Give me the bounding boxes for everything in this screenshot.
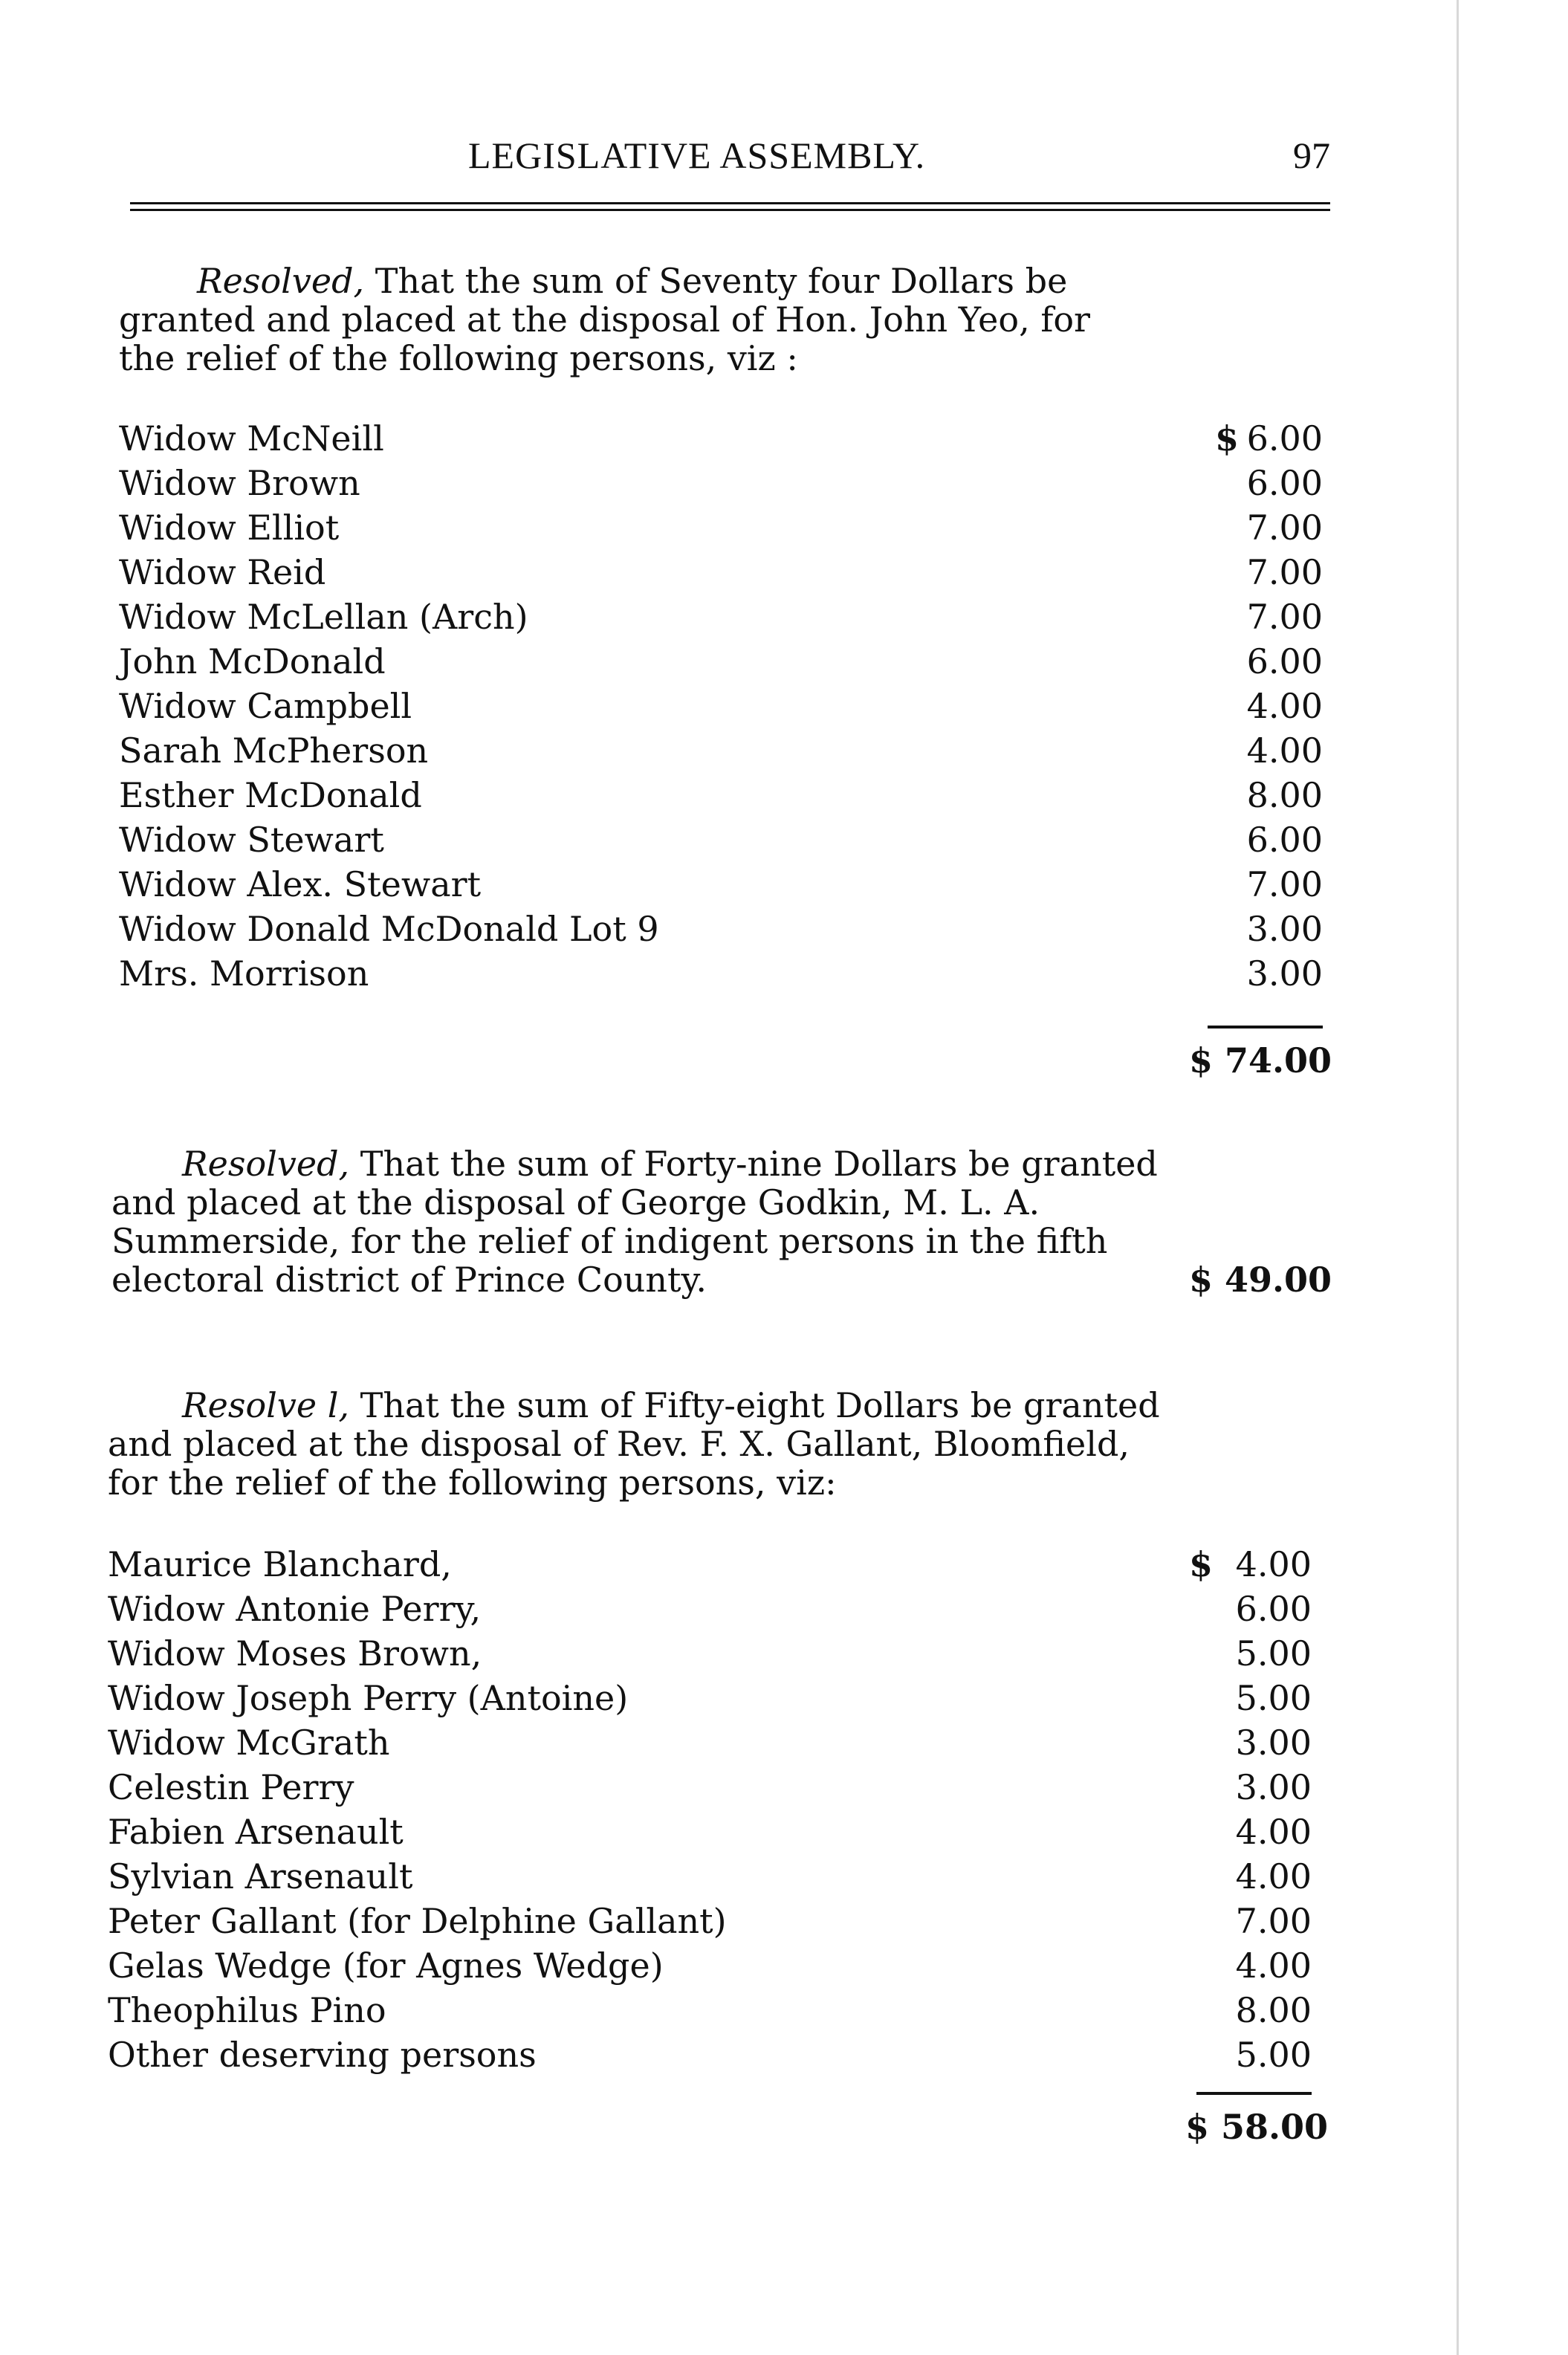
recipient-name: Widow Reid [119,552,326,592]
recipient-name: Widow Brown [119,463,360,503]
list-item [108,2035,1312,2079]
sum-rule [1196,2092,1312,2095]
list-item [119,552,1323,597]
recipient-name: Widow Alex. Stewart [119,864,482,904]
amount: 5.00 [1235,1633,1312,1674]
amount: 6.00 [1246,463,1323,503]
amount: 5.00 [1235,1678,1312,1718]
list-item [119,775,1323,820]
recipient-name: Widow Moses Brown, [108,1633,482,1674]
list-item [119,953,1323,998]
recipient-name: Maurice Blanchard, [108,1544,452,1584]
amount: 8.00 [1235,1990,1312,2030]
amount: 6.00 [1246,418,1323,459]
recipient-name: Widow Campbell [119,686,412,726]
list-item [108,1544,1312,1589]
dollar-sign: $ [1189,1544,1214,1584]
list-item [108,1723,1312,1767]
list-item [119,864,1323,909]
amount: 6.00 [1246,820,1323,860]
recipient-name: Fabien Arsenault [108,1812,404,1852]
section-2-total: $ 49.00 [1189,1260,1332,1300]
resolution-3-line: for the relief of the following persons, viz: [108,1462,837,1503]
amount: 4.00 [1235,1856,1312,1896]
amount: 3.00 [1235,1767,1312,1807]
page-title: LEGISLATIVE ASSEMBLY. [468,135,926,176]
recipient-name: Sarah McPherson [119,731,429,771]
recipient-name: Other deserving persons [108,2035,537,2075]
recipient-name: Gelas Wedge (for Agnes Wedge) [108,1946,664,1986]
list-item [108,1812,1312,1856]
recipient-name: Widow Elliot [119,508,340,548]
recipient-name: Widow McLellan (Arch) [119,597,528,637]
header-rule [130,202,1330,211]
list-item [119,686,1323,731]
page-edge-divider [1457,0,1459,2355]
resolution-2-text [111,1144,1182,1299]
amount: 4.00 [1235,1946,1312,1986]
recipient-name: John McDonald [119,641,386,681]
resolution-2-line: Summerside, for the relief of indigent persons in the fifth [111,1221,1108,1261]
amount: 3.00 [1235,1723,1312,1763]
list-item [119,641,1323,686]
recipient-name: Theophilus Pino [108,1990,386,2030]
recipient-name: Mrs. Morrison [119,953,369,994]
resolution-3-line: and placed at the disposal of Rev. F. X. Gallant, Bloomfield, [108,1424,1130,1464]
recipient-name: Celestin Perry [108,1767,354,1807]
list-item [119,597,1323,641]
list-item [108,1678,1312,1723]
amount: 4.00 [1246,686,1323,726]
resolved-lead: Resolved, [197,261,365,301]
sum-rule [1208,1026,1323,1029]
list-item [108,1633,1312,1678]
amount: 4.00 [1246,731,1323,771]
amount: 8.00 [1246,775,1323,815]
list-item [108,1990,1312,2035]
recipient-name: Widow McNeill [119,418,384,459]
amount: 7.00 [1235,1901,1312,1941]
page-number: 97 [1293,135,1330,176]
amount: 4.00 [1235,1544,1312,1584]
amount: 6.00 [1235,1589,1312,1629]
list-item [108,1767,1312,1812]
list-item [119,909,1323,953]
amount: 4.00 [1235,1812,1312,1852]
recipient-name: Sylvian Arsenault [108,1856,413,1896]
recipient-name: Widow Joseph Perry (Antoine) [108,1678,629,1718]
resolved-lead: Resolved, [182,1144,350,1184]
resolution-1-line: That the sum of Seventy four Dollars be [364,261,1068,301]
resolution-3-text [108,1386,1178,1502]
resolution-3-line: That the sum of Fifty-eight Dollars be granted [349,1385,1160,1425]
amount: 7.00 [1246,552,1323,592]
resolution-1-line: granted and placed at the disposal of Hon. John Yeo, for [119,299,1091,340]
amount: 6.00 [1246,641,1323,681]
resolution-1-line: the relief of the following persons, viz : [119,338,798,378]
recipient-name: Widow Antonie Perry, [108,1589,482,1629]
amount: 7.00 [1246,508,1323,548]
list-item [119,418,1323,463]
list-item [108,1901,1312,1946]
recipient-name: Peter Gallant (for Delphine Gallant) [108,1901,727,1941]
list-item [119,508,1323,552]
amount: 7.00 [1246,864,1323,904]
amount: 3.00 [1246,953,1323,994]
resolution-2-line: That the sum of Forty-nine Dollars be granted [349,1144,1158,1184]
recipient-name: Widow Stewart [119,820,384,860]
resolved-lead: Resolve l, [182,1385,350,1425]
list-item [119,731,1323,775]
list-item [119,820,1323,864]
list-item [119,463,1323,508]
recipient-name: Esther McDonald [119,775,422,815]
section-1-total: $ 74.00 [1189,1040,1332,1081]
dollar-sign: $ [1215,418,1240,459]
list-item [108,1856,1312,1901]
resolution-2-line: electoral district of Prince County. [111,1260,707,1300]
amount: 3.00 [1246,909,1323,949]
amount: 5.00 [1235,2035,1312,2075]
recipient-name: Widow McGrath [108,1723,390,1763]
page-header [468,134,1330,193]
section-3-total: $ 58.00 [1185,2107,1329,2147]
list-item [108,1946,1312,1990]
recipient-name: Widow Donald McDonald Lot 9 [119,909,659,949]
resolution-1-text [119,262,1189,378]
list-item [108,1589,1312,1633]
amount: 7.00 [1246,597,1323,637]
resolution-2-line: and placed at the disposal of George Godkin, M. L. A. [111,1182,1040,1222]
